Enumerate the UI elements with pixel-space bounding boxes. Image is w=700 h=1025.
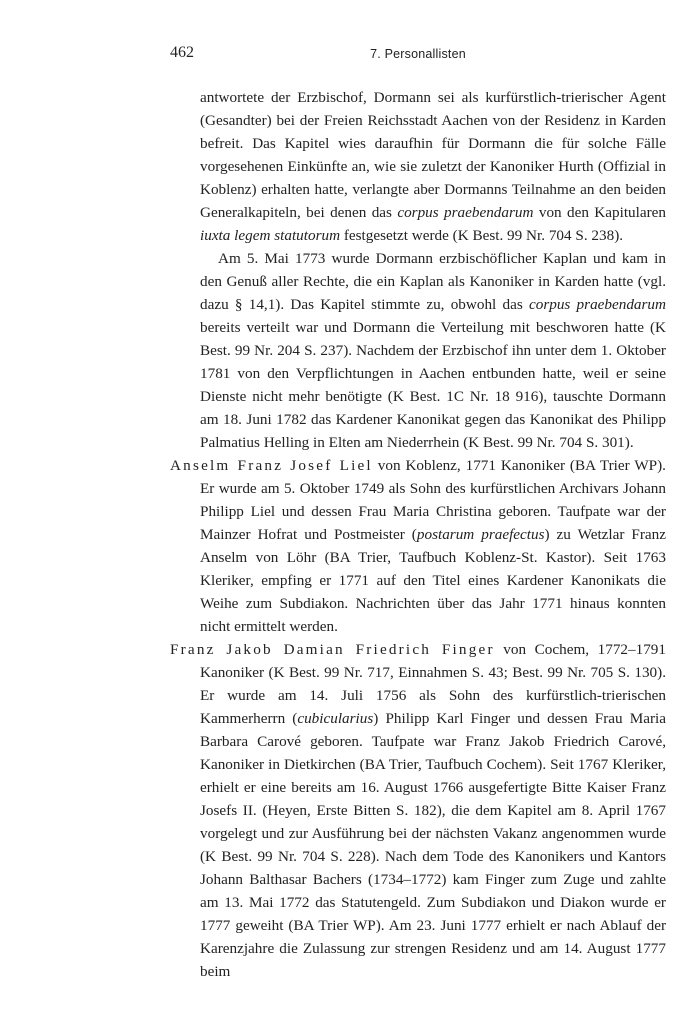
running-title: 7. Personallisten: [370, 47, 466, 61]
body-text: [170, 86, 666, 983]
page-header: [170, 44, 666, 68]
latin-term: corpus praebendarum: [528, 296, 666, 313]
person-entry: Anselm Franz Josef Liel von Koblenz, 1771 Kanoniker (BA Trier WP). Er wurde am 5. Oktober 1749 als Sohn des kurfürstlichen Archivars Johann Philipp Liel und dessen Frau Maria Christina geboren. Taufpate war der Mainzer Hofrat und Postmeister (postarum praefectus) zu Wetzlar Franz Anselm von Löhr (BA Trier, Taufbuch Koblenz-St. Kastor). Seit 1763 Kleriker, empfing er 1771 auf den Titel eines Kardener Kanonikats die Weihe zum Subdiakon. Nachrichten über das Jahr 1771 hinaus konnten nicht ermittelt werden.: [170, 457, 666, 635]
person-name: Anselm Franz Josef Liel: [170, 457, 373, 474]
person-entry: Franz Jakob Damian Friedrich Finger von Cochem, 1772–1791 Kanoniker (K Best. 99 Nr. 717, Einnahmen S. 43; Best. 99 Nr. 705 S. 130). Er wurde am 14. Juli 1756 als Sohn des kurfürstlich-trierischen Kammerherrn (cubicularius) Philipp Karl Finger und dessen Frau Maria Barbara Carové geboren. Taufpate war Franz Jakob Friedrich Carové, Kanoniker in Dietkirchen (BA Trier, Taufbuch Cochem). Seit 1767 Kleriker, erhielt er eine bereits am 16. August 1766 ausgefertigte Bitte Kaiser Franz Josefs II. (Heyen, Erste Bitten S. 182), die dem Kapitel am 8. April 1767 vorgelegt und zur Ausführung bei der nächsten Vakanz angenommen wurde (K Best. 99 Nr. 704 S. 228). Nach dem Tode des Kanonikers und Kantors Johann Balthasar Bachers (1734–1772) kam Finger zum Zuge und zahlte am 13. Mai 1772 das Statutengeld. Zum Subdiakon und Diakon wurde er 1777 geweiht (BA Trier WP). Am 23. Juni 1777 erhielt er nach Ablauf der Karenzjahre die Zulassung zur strengen Residenz und am 14. August 1777 beim: [170, 641, 666, 980]
latin-term: postarum praefectus: [416, 526, 545, 543]
latin-term: cubicularius: [297, 710, 374, 727]
paragraph-continuation: antwortete der Erzbischof, Dormann sei als kurfürstlich-trierischer Agent (Gesandter) bei der Freien Reichsstadt Aachen von der Residenz in Karden befreit. Das Kapitel wies daraufhin für Dormann die für solche Fälle vorgesehenen Einkünfte an, wie sie zuletzt der Kanoniker Hurth (Offizial in Koblenz) erhalten hatte, verlangte aber Dormanns Teilnahme an den beiden Generalkapiteln, bei denen das corpus praebendarum von den Kapitularen iuxta legem statutorum festgesetzt werde (K Best. 99 Nr. 704 S. 238).: [200, 89, 666, 244]
page-number: 462: [170, 44, 194, 61]
paragraph: Am 5. Mai 1773 wurde Dormann erzbischöflicher Kaplan und kam in den Genuß aller Rechte, die ein Kaplan als Kanoniker in Karden hatte (vgl. dazu § 14,1). Das Kapitel stimmte zu, obwohl das corpus praebendarum bereits verteilt war und Dormann die Verteilung mit beschworen hatte (K Best. 99 Nr. 204 S. 237). Nachdem der Erzbischof ihn unter dem 1. Oktober 1781 von den Verpflichtungen in Aachen entbunden hatte, weil er seine Dienste nicht mehr benötigte (K Best. 1C Nr. 18 916), tauschte Dormann am 18. Juni 1782 das Kardener Kanonikat gegen das Kanonikat des Philipp Palmatius Helling in Elten am Niederrhein (K Best. 99 Nr. 704 S. 301).: [200, 250, 666, 451]
person-name: Franz Jakob Damian Friedrich Finger: [170, 641, 495, 658]
latin-term: iuxta legem statutorum: [200, 227, 341, 244]
latin-term: corpus praebendarum: [397, 204, 534, 221]
